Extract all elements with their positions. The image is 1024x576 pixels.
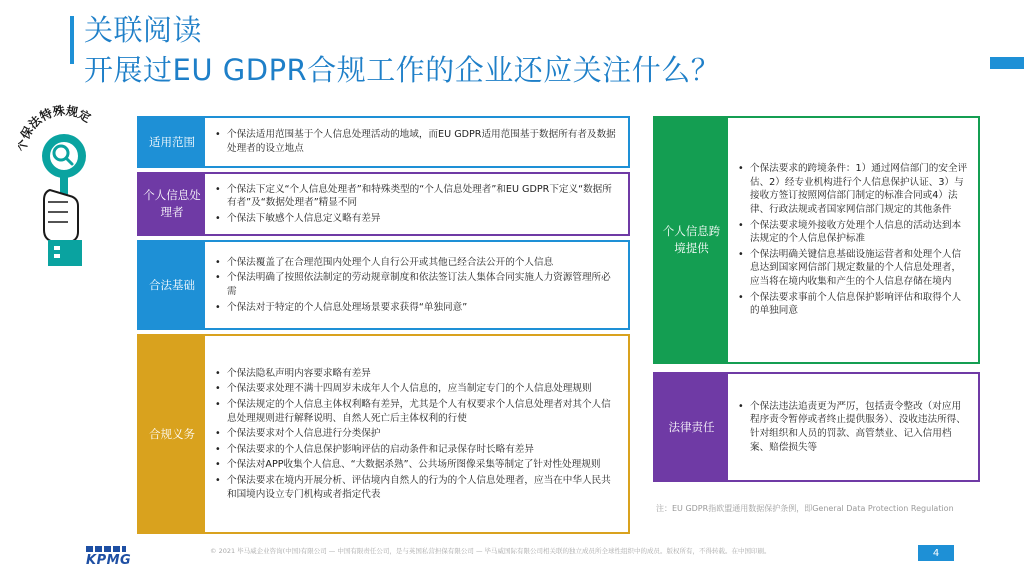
bullet-item: • 个保法要求的个人信息保护影响评估的启动条件和记录保存时长略有差异	[215, 443, 620, 457]
card-compliance	[137, 334, 630, 534]
card-legal-basis	[137, 240, 630, 330]
gdpr-footnote: 注：EU GDPR指欧盟通用数据保护条例，即General Data Protection Regulation	[656, 504, 954, 513]
card-handler-body	[205, 174, 628, 234]
card-scope	[137, 116, 630, 168]
bullet-item: • 个保法违法追责更为严厉，包括责令整改（对应用程序责令暂停或者终止提供服务）、没收违法所得、针对组织和人员的罚款、高管禁业、记入信用档案、赔偿损失等	[738, 400, 970, 454]
card-legal-basis-list	[215, 254, 620, 316]
card-liability	[653, 372, 980, 482]
card-liability-label: 法律责任	[655, 374, 728, 480]
card-liability-body	[728, 374, 978, 480]
card-cross-border-list	[738, 160, 970, 320]
card-legal-basis-label: 合法基础	[139, 242, 205, 328]
bullet-item: • 个保法要求境外接收方处理个人信息的活动达到本法规定的个人信息保护标准	[738, 219, 970, 246]
kpmg-logo-bars	[86, 546, 126, 552]
bullet-item: • 个保法对于特定的个人信息处理场景要求获得“单独同意”	[215, 301, 620, 315]
kpmg-logo-text: KPMG	[86, 553, 132, 568]
bullet-item: • 个保法要求对个人信息进行分类保护	[215, 427, 620, 441]
special-provisions-badge	[18, 98, 108, 268]
bullet-item: • 个保法适用范围基于个人信息处理活动的地域，而EU GDPR适用范围基于数据所有者及数据处理者的设立地点	[215, 128, 620, 155]
title-accent-bar	[70, 16, 74, 64]
card-handler-list	[215, 181, 620, 228]
bullet-item: • 个保法下定义“个人信息处理者”和特殊类型的“个人信息处理者”和EU GDPR下定义“数据所有者”及“数据处理者”精显不同	[215, 183, 620, 210]
bullet-item: • 个保法对APP收集个人信息、“大数据杀熟”、公共场所图像采集等制定了针对性处理规则	[215, 458, 620, 472]
card-scope-body	[205, 118, 628, 166]
title-line-1: 关联阅读	[84, 13, 203, 47]
bullet-item: • 个保法隐私声明内容要求略有差异	[215, 367, 620, 381]
bullet-item: • 个保法明确了按照依法制定的劳动规章制度和依法签订法人集体合同实施人力资源管理所必需	[215, 271, 620, 298]
svg-text:个保法特殊规定: 保法特殊规定	[18, 103, 94, 142]
card-compliance-list	[215, 365, 620, 503]
title-line-2: 开展过EU GDPR合规工作的企业还应关注什么？	[84, 53, 721, 87]
card-legal-basis-body	[205, 242, 628, 328]
bullet-item: • 个保法规定的个人信息主体权利略有差异，尤其是个人有权要求个人信息处理者对其个人信息处理规则进行解释说明、自然人死亡后主体权利的行使	[215, 398, 620, 425]
card-compliance-label: 合规义务	[139, 336, 205, 532]
card-cross-border-body	[728, 118, 978, 362]
kpmg-logo	[86, 546, 131, 568]
card-compliance-body	[205, 336, 628, 532]
bullet-item: • 个保法下敏感个人信息定义略有差异	[215, 212, 620, 226]
bullet-item: • 个保法覆盖了在合理范围内处理个人自行公开或其他已经合法公开的个人信息	[215, 256, 620, 270]
card-handler-label: 个人信息处理者	[139, 174, 205, 234]
magnifier-hand-icon	[18, 98, 108, 268]
bullet-item: • 个保法要求处理不满十四周岁未成年人个人信息的，应当制定专门的个人信息处理规则	[215, 382, 620, 396]
bullet-item: • 个保法要求事前个人信息保护影响评估和取得个人的单独同意	[738, 291, 970, 318]
card-cross-border-label: 个人信息跨境提供	[655, 118, 728, 362]
copyright-footer: © 2021 毕马威企业咨询(中国)有限公司 — 中国有限责任公司，是与英国私营担保有限公司 — 毕马威国际有限公司相关联的独立成员所全球性组织中的成员。版权所有，不得转载。在中国印刷。	[210, 547, 771, 555]
bullet-item: • 个保法要求在境内开展分析、评估境内自然人的行为的个人信息处理者，应当在中华人民共和国境内设立专门机构或者指定代表	[215, 474, 620, 501]
card-liability-list	[738, 398, 970, 456]
bullet-item: • 个保法要求的跨境条件：1）通过网信部门的安全评估、2）经专业机构进行个人信息保护认证、3）与接收方签订按照网信部门制定的标准合同或4）法律、行政法规或者国家网信部门规定的其他条件	[738, 162, 970, 216]
page-title	[84, 10, 720, 90]
page-number: 4	[918, 545, 954, 561]
right-accent-bar	[990, 57, 1024, 69]
card-scope-list	[215, 126, 620, 157]
card-cross-border	[653, 116, 980, 364]
card-handler	[137, 172, 630, 236]
card-scope-label: 适用范围	[139, 118, 205, 166]
bullet-item: • 个保法明确关键信息基础设施运营者和处理个人信息达到国家网信部门规定数量的个人信息处理者，应当将在境内收集和产生的个人信息存储在境内	[738, 248, 970, 289]
